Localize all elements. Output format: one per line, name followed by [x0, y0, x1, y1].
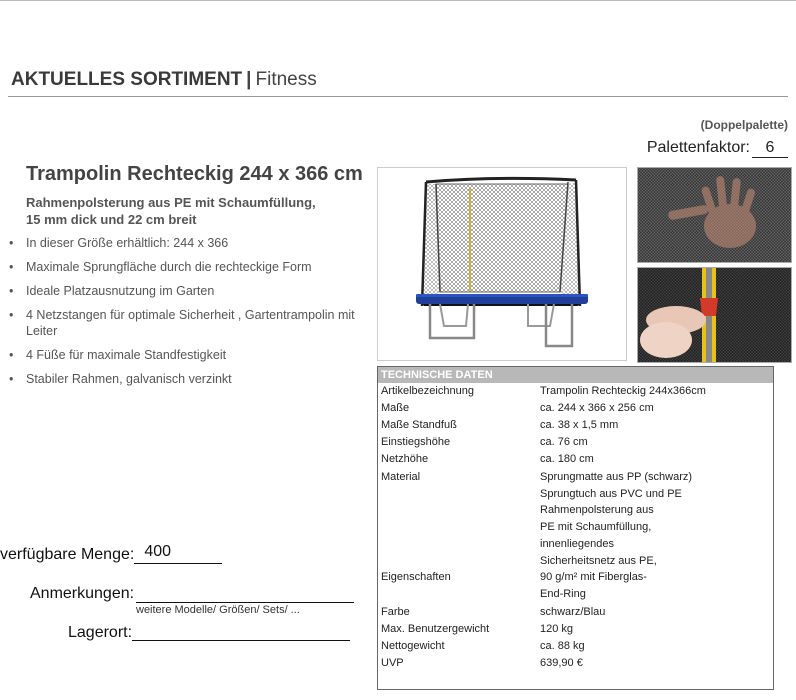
quantity-value: 400: [144, 543, 172, 560]
palette-note: (Doppelpalette): [700, 118, 788, 132]
quantity-label: verfügbare Menge:: [0, 546, 135, 563]
header-subcategory: Fitness: [255, 69, 317, 90]
palette-factor-label: Palettenfaktor:: [646, 139, 750, 156]
remarks-label: Anmerkungen:: [30, 585, 135, 602]
feature-item: • Stabiler Rahmen, galvanisch verzinkt: [8, 371, 370, 387]
tech-value: Trampolin Rechteckig 244x366cm: [540, 385, 706, 397]
tech-value: 120 kg: [540, 623, 574, 635]
tech-value: innenliegendes: [540, 538, 615, 550]
feature-list: [8, 235, 370, 395]
tech-key: Netzhöhe: [381, 453, 429, 465]
tech-key: Max. Benutzergewicht: [381, 623, 490, 635]
storage-label: Lagerort:: [68, 624, 133, 641]
palette-factor-value: 6: [752, 139, 788, 158]
top-border: [0, 0, 796, 1]
page-header: [11, 69, 317, 91]
tech-value: schwarz/Blau: [540, 606, 606, 618]
feature-item: • In dieser Größe erhältlich: 244 x 366: [8, 235, 370, 251]
tech-key: Maße: [381, 402, 410, 414]
feature-item: • Maximale Sprungfläche durch die rechteckige Form: [8, 259, 370, 275]
trampoline-illustration: [378, 168, 626, 360]
tech-value: End-Ring: [540, 588, 586, 600]
quantity-field: [0, 543, 222, 564]
tech-value: PE mit Schaumfüllung,: [540, 521, 652, 533]
tech-value: ca. 38 x 1,5 mm: [540, 419, 619, 431]
hand-on-net-illustration: [638, 168, 791, 262]
tech-value: 639,90 €: [540, 657, 583, 669]
tech-key: Einstiegshöhe: [381, 436, 451, 448]
tech-value: Sicherheitsnetz aus PE,: [540, 555, 657, 567]
feature-item: • 4 Netzstangen für optimale Sicherheit , Gartentrampolin mit Leiter: [8, 307, 370, 339]
tech-key: Artikelbezeichnung: [381, 385, 474, 397]
trampoline-image: [377, 167, 627, 361]
tech-value: ca. 244 x 366 x 256 cm: [540, 402, 654, 414]
tech-key: Eigenschaften: [381, 571, 451, 583]
zipper-detail-photo: [637, 267, 792, 363]
tech-value: ca. 180 cm: [540, 453, 594, 465]
tech-data-table: [377, 366, 774, 690]
tech-data-heading: TECHNISCHE DATEN: [378, 367, 773, 383]
tech-key: Material: [381, 471, 421, 483]
storage-input[interactable]: [132, 640, 350, 641]
header-separator: |: [246, 69, 252, 90]
tech-value: Sprungmatte aus PP (schwarz): [540, 471, 693, 483]
remarks-input[interactable]: [136, 602, 354, 603]
product-subtitle-line: Rahmenpolsterung aus PE mit Schaumfüllung,: [26, 195, 316, 210]
tech-key: UVP: [381, 657, 404, 669]
product-subtitle-line: 15 mm dick und 22 cm breit: [26, 212, 197, 227]
header-category: AKTUELLES SORTIMENT: [11, 69, 243, 90]
product-subtitle: [26, 194, 326, 228]
tech-key: Farbe: [381, 606, 410, 618]
tech-value: ca. 76 cm: [540, 436, 588, 448]
header-rule: [8, 96, 788, 97]
remarks-hint: weitere Modelle/ Größen/ Sets/ ...: [136, 604, 300, 616]
tech-key: Maße Standfuß: [381, 419, 457, 431]
tech-value: Sprungtuch aus PVC und PE: [540, 488, 682, 500]
zipper-illustration: [638, 268, 791, 362]
product-title: Trampolin Rechteckig 244 x 366 cm: [26, 163, 363, 185]
tech-value: 90 g/m² mit Fiberglas-: [540, 571, 647, 583]
quantity-input[interactable]: [134, 543, 222, 564]
net-detail-photo: [637, 167, 792, 263]
tech-value: ca. 88 kg: [540, 640, 585, 652]
palette-factor: [647, 139, 788, 158]
tech-key: Nettogewicht: [381, 640, 445, 652]
feature-item: • Ideale Platzausnutzung im Garten: [8, 283, 370, 299]
feature-item: • 4 Füße für maximale Standfestigkeit: [8, 347, 370, 363]
tech-value: Rahmenpolsterung aus: [540, 504, 654, 516]
